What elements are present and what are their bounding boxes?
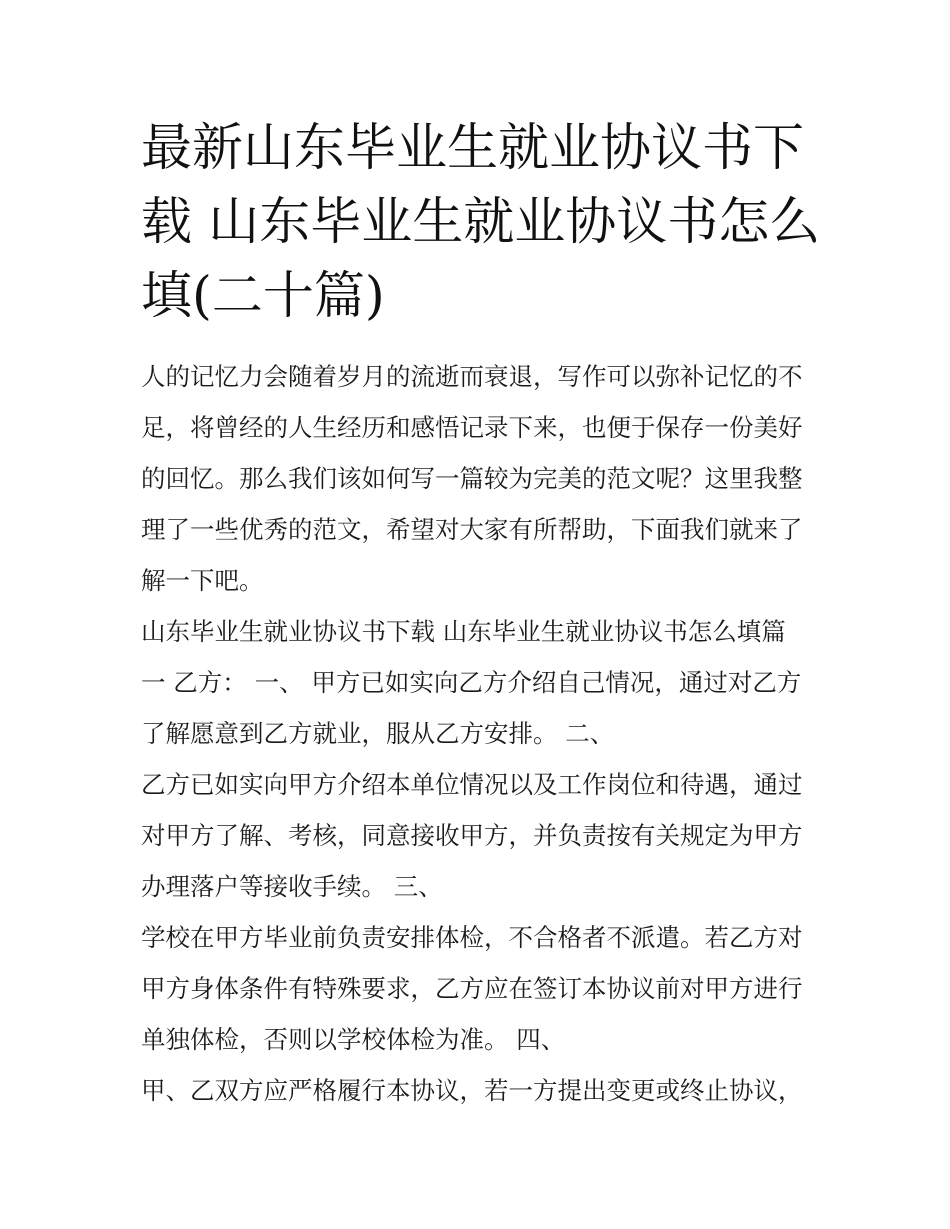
section-paragraph-3: [141, 912, 821, 1065]
text-line: 人的记忆力会随着岁月的流逝而衰退，写作可以弥补记忆的不: [141, 362, 803, 391]
title-line: 填(二十篇): [141, 267, 385, 326]
text-line: 单独体检，否则以学校体检为准。 四、: [141, 1025, 566, 1054]
title-line: 最新山东毕业生就业协议书下: [141, 119, 805, 178]
text-line: 了解愿意到乙方就业，服从乙方安排。 二、: [141, 719, 615, 748]
text-line: 学校在甲方毕业前负责安排体检，不合格者不派遣。若乙方对: [141, 923, 803, 952]
text-line: 山东毕业生就业协议书下载 山东毕业生就业协议书怎么填篇: [141, 617, 786, 646]
text-line: 解一下吧。: [141, 566, 264, 595]
title-line: 载 山东毕业生就业协议书怎么: [141, 193, 821, 252]
text-line: 乙方已如实向甲方介绍本单位情况以及工作岗位和待遇，通过: [141, 770, 803, 799]
text-line: 甲、乙双方应严格履行本协议，若一方提出变更或终止协议，: [141, 1076, 803, 1105]
text-line: 甲方身体条件有特殊要求，乙方应在签订本协议前对甲方进行: [141, 974, 803, 1003]
section-paragraph-1: [141, 606, 821, 759]
text-line: 足，将曾经的人生经历和感悟记录下来，也便于保存一份美好: [141, 413, 803, 442]
section-paragraph-2: [141, 759, 821, 912]
intro-paragraph: [141, 351, 821, 606]
text-line: 的回忆。那么我们该如何写一篇较为完美的范文呢？这里我整: [141, 464, 803, 493]
text-line: 对甲方了解、考核，同意接收甲方，并负责按有关规定为甲方: [141, 821, 803, 850]
text-line: 一 乙方： 一、 甲方已如实向乙方介绍自己情况，通过对乙方: [141, 668, 802, 697]
document-title: [141, 112, 821, 334]
text-line: 理了一些优秀的范文，希望对大家有所帮助，下面我们就来了: [141, 515, 803, 544]
text-line: 办理落户等接收手续。 三、: [141, 872, 443, 901]
section-paragraph-4: [141, 1065, 821, 1116]
